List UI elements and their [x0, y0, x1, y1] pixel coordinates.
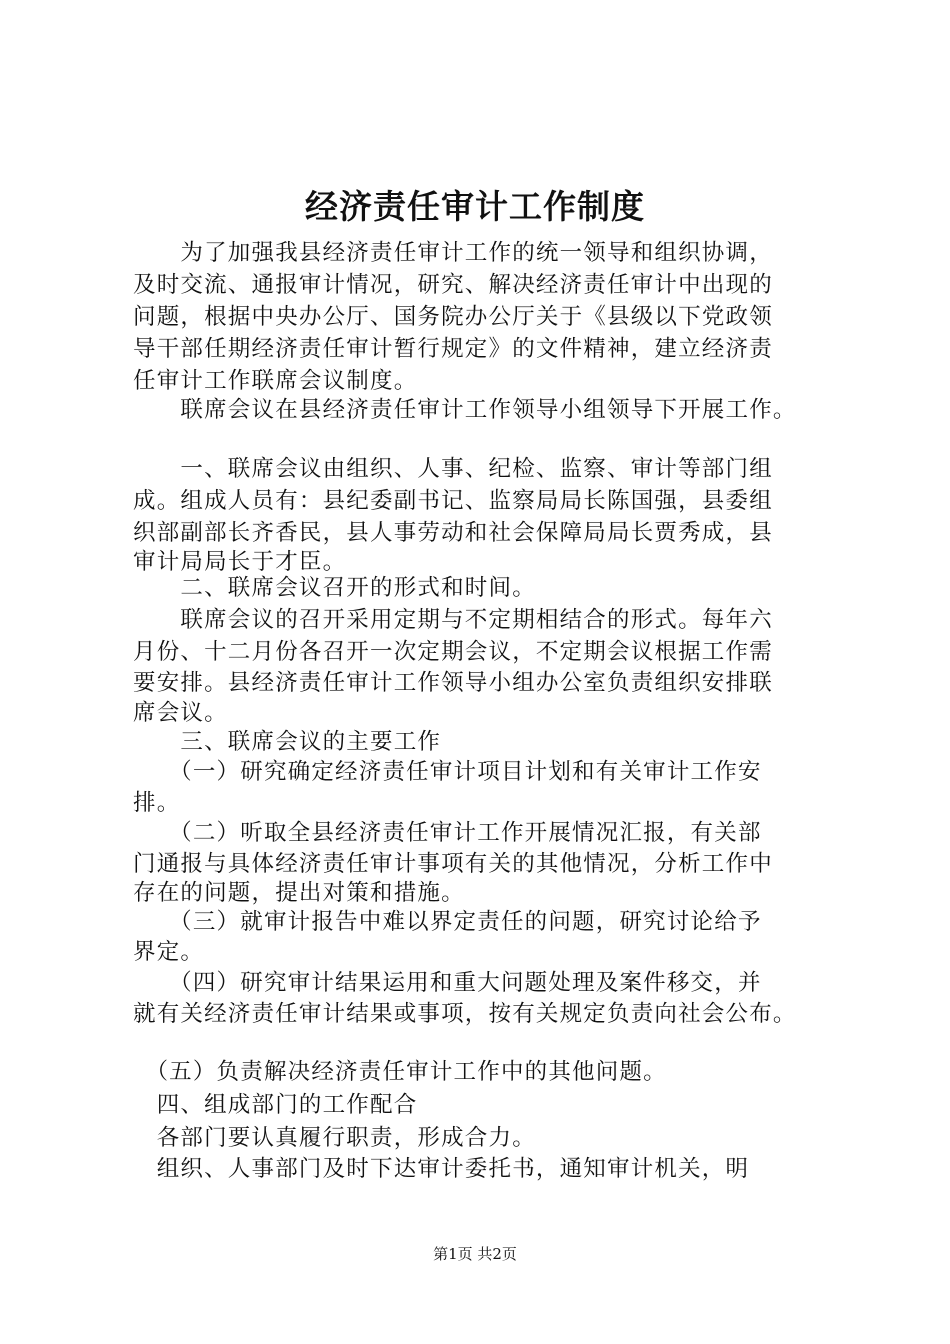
paragraph-line: 三、联席会议的主要工作 [133, 729, 442, 755]
paragraph-line: 二、联席会议召开的形式和时间。 [133, 575, 536, 601]
paragraph-line: 审计局局长于才臣。 [133, 549, 347, 575]
paragraph-line: 存在的问题，提出对策和措施。 [133, 880, 465, 906]
paragraph-line: （三）就审计报告中难以界定责任的问题，研究讨论给予 [133, 909, 762, 935]
paragraph-line: 成。组成人员有：县纪委副书记、监察局局长陈国强，县委组 [133, 488, 773, 514]
paragraph-line: 门通报与具体经济责任审计事项有关的其他情况，分析工作中 [133, 851, 773, 877]
paragraph-line: 导干部任期经济责任审计暂行规定》的文件精神，建立经济责 [133, 336, 773, 362]
paragraph-line: 各部门要认真履行职责，形成合力。 [133, 1125, 536, 1151]
page-number-footer: 第1页 共2页 [433, 1245, 517, 1263]
paragraph-line: 织部副部长齐香民，县人事劳动和社会保障局局长贾秀成，县 [133, 520, 773, 546]
paragraph-line: （二）听取全县经济责任审计工作开展情况汇报，有关部 [133, 820, 762, 846]
paragraph-line: 就有关经济责任审计结果或事项，按有关规定负责向社会公布。 [133, 1001, 797, 1027]
paragraph-line: （四）研究审计结果运用和重大问题处理及案件移交，并 [133, 970, 762, 996]
paragraph-line: 联席会议在县经济责任审计工作领导小组领导下开展工作。 [133, 397, 797, 423]
paragraph-line: （五）负责解决经济责任审计工作中的其他问题。 [133, 1059, 667, 1085]
paragraph-line: 任审计工作联席会议制度。 [133, 368, 418, 394]
paragraph-line: 席会议。 [133, 700, 228, 726]
paragraph-line: 排。 [133, 790, 181, 816]
paragraph-line: （一）研究确定经济责任审计项目计划和有关审计工作安 [133, 759, 762, 785]
document-title: 经济责任审计工作制度 [305, 187, 645, 226]
paragraph-line: 为了加强我县经济责任审计工作的统一领导和组织协调， [133, 240, 773, 266]
paragraph-line: 联席会议的召开采用定期与不定期相结合的形式。每年六 [133, 607, 773, 633]
paragraph-line: 及时交流、通报审计情况，研究、解决经济责任审计中出现的 [133, 272, 773, 298]
paragraph-line: 要安排。县经济责任审计工作领导小组办公室负责组织安排联 [133, 670, 773, 696]
paragraph-line: 四、组成部门的工作配合 [133, 1092, 418, 1118]
paragraph-line: 一、联席会议由组织、人事、纪检、监察、审计等部门组 [133, 456, 773, 482]
paragraph-line: 界定。 [133, 939, 205, 965]
paragraph-line: 月份、十二月份各召开一次定期会议，不定期会议根据工作需 [133, 639, 773, 665]
paragraph-line: 问题，根据中央办公厅、国务院办公厅关于《县级以下党政领 [133, 304, 773, 330]
paragraph-line: 组织、人事部门及时下达审计委托书，通知审计机关，明 [133, 1156, 750, 1182]
